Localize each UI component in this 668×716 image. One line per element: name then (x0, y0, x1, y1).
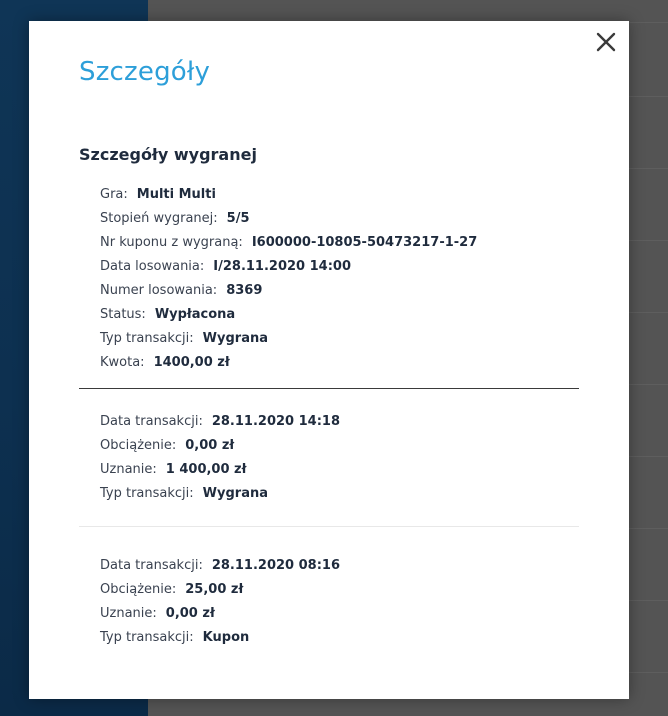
transaction-row-credit (100, 458, 340, 482)
transaction-value: 28.11.2020 08:16 (211, 558, 340, 573)
detail-row-coupon-number (100, 231, 477, 255)
detail-value: Wygrana (202, 331, 269, 346)
transaction-row-credit (100, 602, 340, 626)
transaction-divider (79, 526, 579, 527)
detail-label: Gra: (100, 187, 128, 202)
detail-label: Stopień wygranej: (100, 211, 218, 226)
details-modal (29, 21, 629, 699)
detail-row-win-tier (100, 207, 477, 231)
win-details-list (100, 183, 477, 375)
detail-label: Kwota: (100, 355, 145, 370)
close-button[interactable] (593, 29, 619, 55)
detail-row-game (100, 183, 477, 207)
transaction-label: Obciążenie: (100, 582, 177, 597)
detail-label: Typ transakcji: (100, 331, 194, 346)
transaction-row-date (100, 554, 340, 578)
transaction-label: Obciążenie: (100, 438, 177, 453)
detail-value: I600000-10805-50473217-1-27 (251, 235, 478, 250)
transaction-row-debit (100, 578, 340, 602)
transaction-value: 1 400,00 zł (165, 462, 247, 477)
detail-label: Nr kuponu z wygraną: (100, 235, 243, 250)
transaction-row-type (100, 626, 340, 650)
transaction-value: Wygrana (202, 486, 269, 501)
transaction-label: Uznanie: (100, 462, 157, 477)
transaction-label: Uznanie: (100, 606, 157, 621)
detail-value: Wypłacona (154, 307, 236, 322)
transaction-row-date (100, 410, 340, 434)
section-divider (79, 388, 579, 389)
detail-label: Status: (100, 307, 146, 322)
close-icon (593, 29, 619, 55)
transaction-value: 25,00 zł (185, 582, 244, 597)
detail-row-transaction-type (100, 327, 477, 351)
detail-label: Data losowania: (100, 259, 205, 274)
transaction-value: Kupon (202, 630, 250, 645)
detail-value: 1400,00 zł (153, 355, 230, 370)
detail-row-status (100, 303, 477, 327)
transaction-label: Typ transakcji: (100, 486, 194, 501)
transaction-label: Data transakcji: (100, 558, 203, 573)
detail-row-draw-number (100, 279, 477, 303)
detail-value: 5/5 (226, 211, 250, 226)
transaction-row-debit (100, 434, 340, 458)
detail-row-amount (100, 351, 477, 375)
modal-title: Szczegóły (79, 57, 211, 87)
detail-value: Multi Multi (136, 187, 216, 202)
detail-label: Numer losowania: (100, 283, 218, 298)
detail-row-draw-date (100, 255, 477, 279)
detail-value: I/28.11.2020 14:00 (213, 259, 351, 274)
transaction-label: Typ transakcji: (100, 630, 194, 645)
transaction-block (100, 554, 340, 650)
transaction-label: Data transakcji: (100, 414, 203, 429)
transaction-value: 0,00 zł (185, 438, 235, 453)
transaction-value: 28.11.2020 14:18 (211, 414, 340, 429)
transaction-value: 0,00 zł (165, 606, 215, 621)
win-details-heading: Szczegóły wygranej (79, 145, 257, 164)
transaction-row-type (100, 482, 340, 506)
transaction-block (100, 410, 340, 506)
detail-value: 8369 (226, 283, 263, 298)
